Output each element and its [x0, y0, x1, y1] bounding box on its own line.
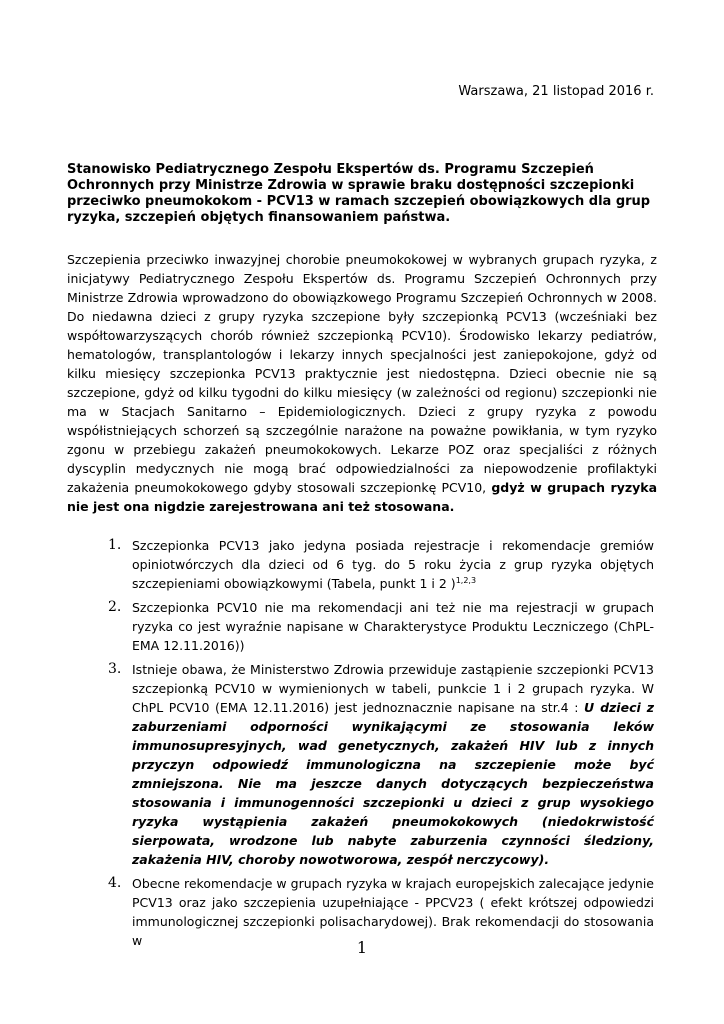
intro-text: Szczepienia przeciwko inwazyjnej chorobie pneumokokowej w wybranych grupach ryzyka, z inicjatywy Pediatrycznego Zespołu Ekspertów ds. Programu Szczepień Ochronnych przy Ministrze Zdrowia wprowadzono do obowiązkowego Programu Szczepień Ochronnych w 2008. Do niedawna dzieci z grupy ryzyka szczepione były szczepionką PCV13 (wcześniaki bez współtowarzyszących chorób również szczepionką PCV10). Środowisko lekarzy pediatrów, hematologów, transplantologów i lekarzy innych specjalności jest zaniepokojone, gdyż od kilku miesięcy szczepionka PCV13 praktycznie jest niedostępna. Dzieci obecnie nie są szczepione, gdyż od kilku tygodni do kilku miesięcy (w zależności od regionu) szczepionki nie ma w Stacjach Sanitarno – Epidemiologicznych. Dzieci z grupy ryzyka z powodu współistniejących schorzeń są szczególnie narażone na poważne powikłania, w tym ryzyko zgonu w przebiegu zakażeń pneumokokowych. Lekarze POZ oraz specjaliści z różnych dyscyplin medycznych nie mogą brać odpowiedzialności za niepowodzenie profilaktyki zakażenia pneumokokowego gdyby stosowali szczepionkę PCV10,	[67, 252, 657, 495]
list-item-number: 2.	[108, 599, 122, 615]
document-title: Stanowisko Pediatrycznego Zespołu Ekspertów ds. Programu Szczepień Ochronnych przy Ministrze Zdrowia w sprawie braku dostępności szczepionki przeciwko pneumokokom - PCV13 w ramach szczepień obowiązkowych dla grup ryzyka, szczepień objętych finansowaniem państwa.	[67, 162, 651, 225]
list-item-number: 1.	[108, 537, 122, 553]
list-item	[0, 598, 724, 655]
list-item-text: Obecne rekomendacje w grupach ryzyka w krajach europejskich zalecające jedynie PCV13 oraz jako szczepienia uzupełniające - PPCV23 ( efekt krótszej odpowiedzi immunologicznej szczepionki polisacharydowej). Brak rekomendacji do stosowania w	[132, 876, 654, 948]
footnote-references: 1,2,3	[455, 575, 477, 585]
list-item-number: 4.	[108, 875, 122, 891]
list-item-text: Istnieje obawa, że Ministerstwo Zdrowia przewiduje zastąpienie szczepionki PCV13 szczepionką PCV10 w wymienionych w tabeli, punkcie 1 i 2 grupach ryzyka. W ChPL PCV10 (EMA 12.11.2016) jest jednoznacznie napisane na str.4 :	[132, 662, 654, 715]
numbered-points-list	[0, 536, 724, 950]
intro-paragraph	[67, 250, 657, 516]
document-date: Warszawa, 21 listopad 2016 r.	[458, 84, 654, 99]
list-item-number: 3.	[108, 661, 122, 677]
list-item-text: Szczepionka PCV13 jako jedyna posiada rejestracje i rekomendacje gremiów opiniotwórczych dla dzieci od 6 tyg. do 5 roku życia z grup ryzyka objętych szczepieniami obowiązkowymi (Tabela, punkt 1 i 2 )	[132, 538, 654, 591]
page-number: 1	[356, 938, 368, 957]
intro-bold-conclusion: gdyż w grupach ryzyka nie jest ona nigdzie zarejestrowana ani też stosowana.	[67, 480, 658, 514]
list-item	[0, 536, 724, 593]
quoted-chpl-excerpt: U dzieci z zaburzeniami odporności wynikającymi ze stosowania leków immunosupresyjnych, wad genetycznych, zakażeń HIV lub z innych przyczyn odpowiedź immunologiczna na szczepienie może być zmniejszona. Nie ma jeszcze danych dotyczących bezpieczeństwa stosowania i immunogenności szczepionki u dzieci z grup wysokiego ryzyka wystąpienia zakażeń pneumokokowych (niedokrwistość sierpowata, wrodzone lub nabyte zaburzenia czynności śledziony, zakażenia HIV, choroby nowotworowa, zespół nerczycowy).	[132, 700, 654, 867]
list-item	[0, 660, 724, 869]
list-item-text: Szczepionka PCV10 nie ma rekomendacji ani też nie ma rejestracji w grupach ryzyka co jest wyraźnie napisane w Charakterystyce Produktu Leczniczego (ChPL-EMA 12.11.2016))	[132, 600, 654, 653]
